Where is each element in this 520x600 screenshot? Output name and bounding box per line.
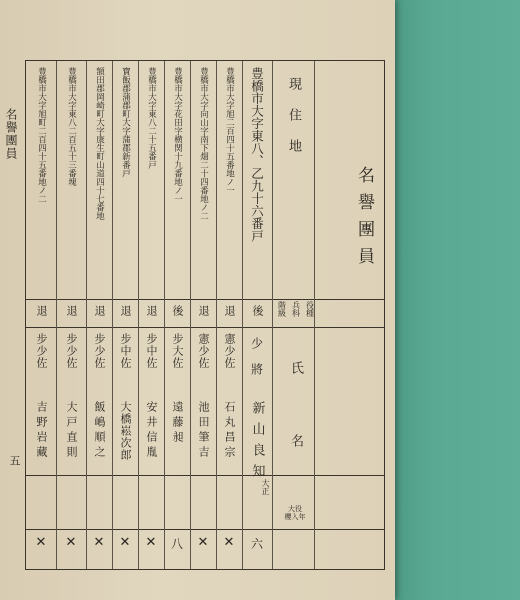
row-rank: 步大佐 [171, 333, 184, 369]
row-enlist-mark: ✕ [145, 535, 157, 550]
row-status: 退 [197, 305, 210, 316]
row-address: 豊橋市大字旭二百四十五番地ノ一 [224, 67, 235, 195]
table-row [216, 61, 242, 571]
row-era-label: 大正 [261, 479, 270, 495]
row-rank: 步中佐 [145, 333, 158, 369]
row-name: 新山良知 [249, 401, 265, 485]
row-enlist-mark: ✕ [65, 535, 77, 550]
page-heading: 名譽團員 [354, 166, 374, 274]
header-name: 氏名 [288, 361, 303, 507]
row-name: 吉野岩藏 [35, 401, 48, 461]
table-row [56, 61, 86, 571]
margin-title: 名譽團員 [4, 108, 18, 160]
row-name: 石丸昌宗 [223, 401, 236, 461]
row-status: 退 [223, 305, 236, 316]
table-row [26, 61, 56, 571]
row-address: 豊橋市大字花田字横関十九番地ノ一 [172, 67, 183, 203]
row-rank: 少將 [249, 337, 264, 389]
row-status: 後 [251, 305, 264, 316]
header-rank-branch: 兵科 [291, 301, 301, 317]
row-enlist-year: 六 [250, 537, 264, 551]
row-enlist-mark: ✕ [197, 535, 209, 550]
header-enlist: 大役 櫻入年 [284, 505, 306, 521]
row-address: 寶飯郡蒲郡町大字蒲郡新番戸 [120, 67, 131, 178]
row-name: 大橋崧次郎 [119, 401, 132, 461]
header-address: 現住地 [286, 77, 301, 170]
header-rank-grade: 階級 [277, 301, 287, 317]
row-rank: 步少佐 [65, 333, 78, 369]
book-cover-edge [395, 0, 520, 600]
header-rank [277, 301, 315, 325]
row-status: 退 [119, 305, 132, 316]
row-name: 遠藤昶 [171, 401, 184, 446]
row-rank: 憲少佐 [197, 333, 210, 369]
row-status: 後 [171, 305, 184, 316]
row-enlist-year: 八 [170, 537, 184, 551]
table-row [242, 61, 272, 571]
table-row [86, 61, 112, 571]
row-rank: 步少佐 [35, 333, 48, 369]
table-row [190, 61, 216, 571]
header-rank-kind: 役種 [305, 301, 315, 317]
row-name: 飯嶋順之 [93, 401, 106, 461]
row-address: 豊橋市大字旭町二百四十五番地ノ二 [36, 67, 47, 203]
row-address: 豊橋市大字東八、乙九十六番戸 [249, 67, 265, 242]
row-enlist-mark: ✕ [119, 535, 131, 550]
row-status: 退 [93, 305, 106, 316]
row-name: 安井信胤 [145, 401, 158, 461]
row-enlist-mark: ✕ [93, 535, 105, 550]
row-enlist-mark: ✕ [35, 535, 47, 550]
row-status: 退 [65, 305, 78, 316]
row-status: 退 [35, 305, 48, 316]
rule-col [272, 61, 273, 569]
page-number: 五 [8, 455, 21, 466]
table-row [138, 61, 164, 571]
row-address: 豊橋市大字向山字南下畑二十四番地ノ二 [198, 67, 209, 220]
row-address: 額田郡岡崎町大字康生町山道四十七番地 [94, 67, 105, 220]
row-rank: 憲少佐 [223, 333, 236, 369]
row-rank: 步少佐 [93, 333, 106, 369]
row-enlist-mark: ✕ [223, 535, 235, 550]
row-rank: 步中佐 [119, 333, 132, 369]
table-row [164, 61, 190, 571]
table-row [112, 61, 138, 571]
members-table [25, 60, 385, 570]
row-name: 大戸直則 [65, 401, 78, 461]
row-address: 豊橋市大字東八二十五番戸 [146, 67, 157, 169]
row-name: 池田筆吉 [197, 401, 210, 461]
row-address: 豊橋市大字東八二百五十三番塊 [66, 67, 77, 186]
row-status: 退 [145, 305, 158, 316]
